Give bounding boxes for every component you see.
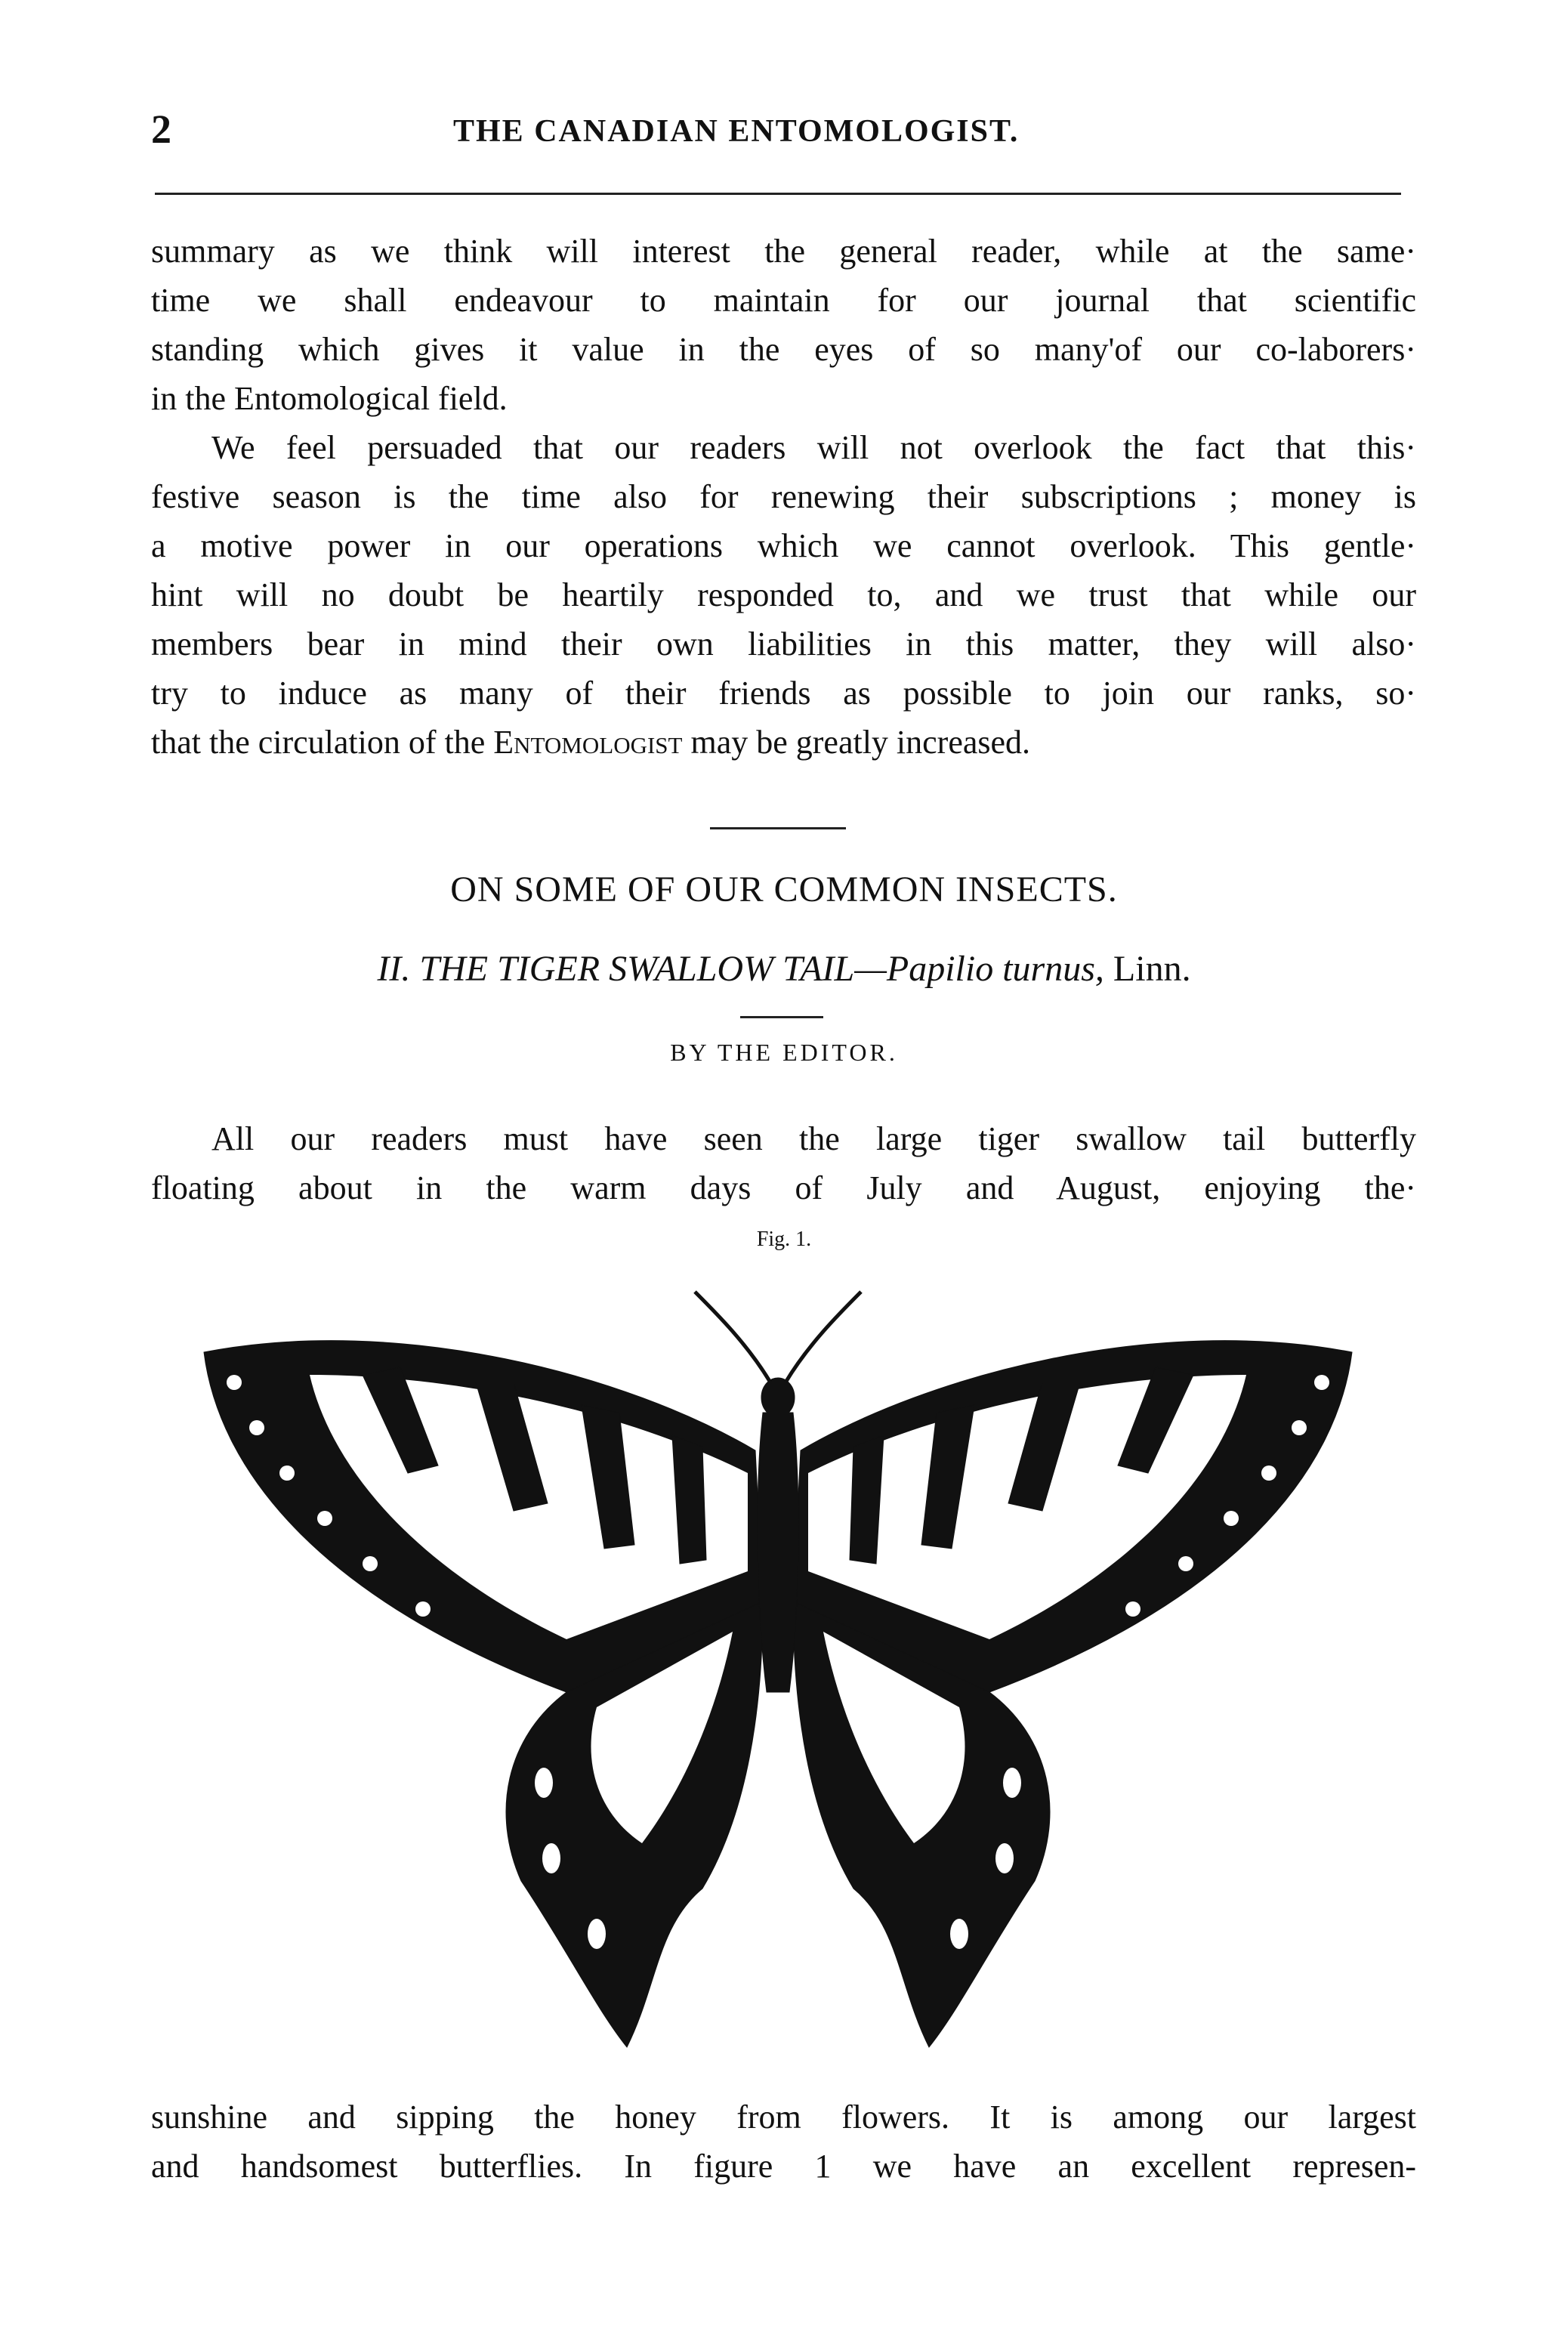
text-line: floating about in the warm days of July and August, enjoying the· <box>151 1169 1416 1206</box>
intro-paragraph-1 <box>151 227 1416 423</box>
text-line: All our readers must have seen the large tiger swallow tail butterfly <box>211 1120 1416 1157</box>
article-title: ON SOME OF OUR COMMON INSECTS. <box>450 869 1118 910</box>
page-number: 2 <box>151 107 171 152</box>
tiger-swallowtail-butterfly-icon <box>174 1284 1382 2055</box>
article-paragraph-1 <box>151 1114 1416 1212</box>
text-line: hint will no doubt be heartily responded to, and we trust that while our <box>151 576 1416 613</box>
text-line: We feel persuaded that our readers will not overlook the fact that this· <box>211 429 1416 466</box>
text-line: standing which gives it value in the eyes of so many'of our co-laborers· <box>151 331 1416 368</box>
text-line <box>151 718 1416 767</box>
text-line: try to induce as many of their friends as possible to join our ranks, so· <box>151 675 1416 712</box>
text-line: and handsomest butterflies. In figure 1 we have an excellent represen- <box>151 2148 1416 2185</box>
text-line: members bear in mind their own liabilities in this matter, they will also· <box>151 625 1416 662</box>
butterfly-figure <box>174 1284 1382 2055</box>
section-rule <box>710 827 846 829</box>
text-line: time we shall endeavour to maintain for our journal that scientific <box>151 282 1416 319</box>
text-line: festive season is the time also for renewing their subscriptions ; money is <box>151 478 1416 515</box>
journal-name: Entomologist <box>493 724 683 761</box>
subtitle-rule <box>740 1016 823 1018</box>
byline: BY THE EDITOR. <box>670 1039 898 1066</box>
article-subtitle <box>0 948 1568 990</box>
text-line: in the Entomological field. <box>151 380 508 417</box>
text-fragment: may be greatly increased. <box>682 724 1031 761</box>
article-paragraph-2 <box>151 2092 1416 2191</box>
running-title: THE CANADIAN ENTOMOLOGIST. <box>453 114 1020 149</box>
text-line: a motive power in our operations which we cannot overlook. This gentle· <box>151 527 1416 564</box>
text-line: sunshine and sipping the honey from flowers. It is among our largest <box>151 2099 1416 2136</box>
subtitle-authority: Linn. <box>1103 949 1191 989</box>
intro-paragraph-2 <box>151 423 1416 767</box>
header-rule <box>155 193 1401 195</box>
subtitle-italic: II. THE TIGER SWALLOW TAIL—Papilio turnus, <box>377 949 1104 989</box>
text-line: summary as we think will interest the general reader, while at the same· <box>151 233 1416 270</box>
text-fragment: that the circulation of the <box>151 724 494 761</box>
figure-label: Fig. 1. <box>756 1228 812 1251</box>
